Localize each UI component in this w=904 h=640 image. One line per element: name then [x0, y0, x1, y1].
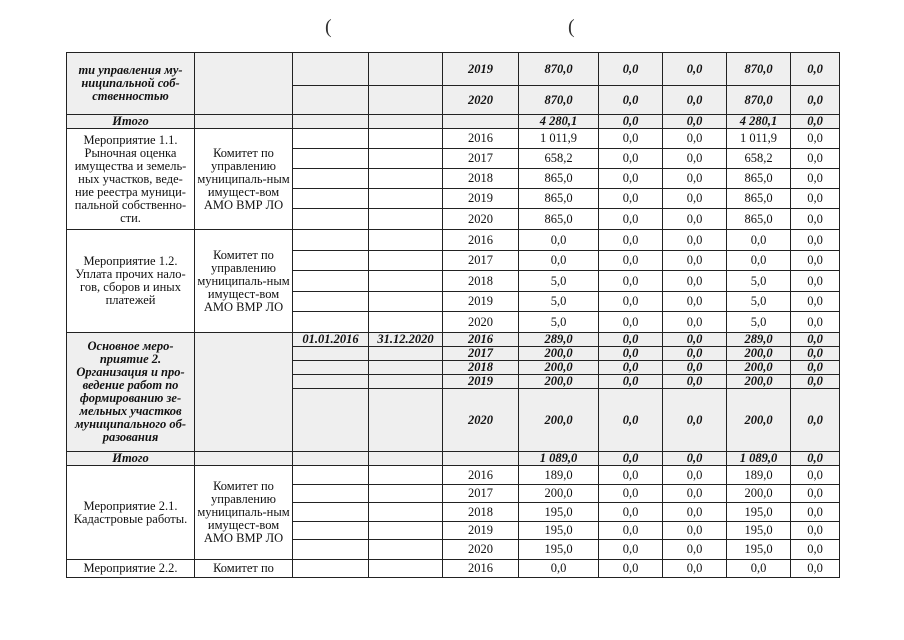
value-cell: 189,0	[519, 466, 599, 485]
start-date-cell	[293, 361, 369, 375]
event-name-cell: Основное меро-приятие 2. Организация и про-ведение работ по формированию зе-мельных участков муниципального об-разования	[67, 333, 195, 452]
executor-cell	[195, 53, 293, 115]
total-value-cell: 0,0	[663, 115, 727, 129]
value-cell: 0,0	[599, 503, 663, 522]
value-cell: 0,0	[663, 251, 727, 271]
executor-cell: Комитет по управлению муниципаль-ным имущест-вом АМО ВМР ЛО	[195, 129, 293, 230]
value-cell: 195,0	[727, 522, 791, 540]
value-cell: 0,0	[791, 389, 840, 452]
start-date-cell	[293, 129, 369, 149]
year-cell: 2019	[443, 53, 519, 86]
value-cell: 0,0	[663, 312, 727, 333]
value-cell: 0,0	[599, 540, 663, 560]
value-cell: 0,0	[663, 560, 727, 578]
total-value-cell: 4 280,1	[519, 115, 599, 129]
start-date-cell: 01.01.2016	[293, 333, 369, 347]
end-date-cell	[369, 389, 443, 452]
total-value-cell: 0,0	[599, 452, 663, 466]
value-cell: 1 011,9	[727, 129, 791, 149]
program-budget-table	[66, 52, 840, 578]
value-cell: 870,0	[519, 53, 599, 86]
year-cell: 2017	[443, 485, 519, 503]
end-date-cell: 31.12.2020	[369, 333, 443, 347]
value-cell: 1 011,9	[519, 129, 599, 149]
end-date-cell	[369, 271, 443, 292]
end-date-cell	[369, 375, 443, 389]
value-cell: 0,0	[791, 230, 840, 251]
value-cell: 0,0	[663, 129, 727, 149]
value-cell: 0,0	[791, 271, 840, 292]
start-date-cell	[293, 485, 369, 503]
value-cell: 0,0	[663, 540, 727, 560]
start-date-cell	[293, 503, 369, 522]
year-cell: 2020	[443, 209, 519, 230]
value-cell: 5,0	[727, 312, 791, 333]
start-date-cell	[293, 522, 369, 540]
empty-cell	[369, 452, 443, 466]
value-cell: 5,0	[727, 292, 791, 312]
start-date-cell	[293, 389, 369, 452]
value-cell: 5,0	[727, 271, 791, 292]
value-cell: 200,0	[519, 485, 599, 503]
value-cell: 0,0	[599, 129, 663, 149]
start-date-cell	[293, 560, 369, 578]
start-date-cell	[293, 209, 369, 230]
start-date-cell	[293, 86, 369, 115]
value-cell: 0,0	[599, 251, 663, 271]
value-cell: 0,0	[663, 333, 727, 347]
empty-cell	[293, 452, 369, 466]
value-cell: 865,0	[519, 189, 599, 209]
end-date-cell	[369, 466, 443, 485]
total-value-cell: 0,0	[791, 115, 840, 129]
value-cell: 0,0	[599, 389, 663, 452]
value-cell: 0,0	[791, 485, 840, 503]
value-cell: 658,2	[727, 149, 791, 169]
start-date-cell	[293, 251, 369, 271]
value-cell: 0,0	[599, 169, 663, 189]
value-cell: 0,0	[791, 209, 840, 230]
value-cell: 865,0	[727, 169, 791, 189]
end-date-cell	[369, 347, 443, 361]
value-cell: 0,0	[663, 53, 727, 86]
start-date-cell	[293, 189, 369, 209]
end-date-cell	[369, 560, 443, 578]
total-row	[67, 115, 840, 129]
end-date-cell	[369, 189, 443, 209]
value-cell: 0,0	[663, 230, 727, 251]
value-cell: 0,0	[599, 375, 663, 389]
value-cell: 865,0	[727, 189, 791, 209]
start-date-cell	[293, 466, 369, 485]
value-cell: 195,0	[519, 540, 599, 560]
year-cell: 2016	[443, 333, 519, 347]
total-value-cell: 0,0	[791, 452, 840, 466]
value-cell: 0,0	[599, 209, 663, 230]
value-cell: 0,0	[791, 312, 840, 333]
executor-cell: Комитет по	[195, 560, 293, 578]
year-cell: 2017	[443, 251, 519, 271]
value-cell: 5,0	[519, 312, 599, 333]
year-cell: 2018	[443, 169, 519, 189]
value-cell: 865,0	[519, 209, 599, 230]
value-cell: 0,0	[663, 169, 727, 189]
value-cell: 0,0	[599, 271, 663, 292]
end-date-cell	[369, 251, 443, 271]
value-cell: 0,0	[791, 466, 840, 485]
value-cell: 0,0	[791, 149, 840, 169]
year-cell: 2020	[443, 389, 519, 452]
value-cell: 0,0	[791, 86, 840, 115]
value-cell: 0,0	[599, 466, 663, 485]
value-cell: 195,0	[519, 503, 599, 522]
total-value-cell: 0,0	[599, 115, 663, 129]
year-cell: 2019	[443, 522, 519, 540]
value-cell: 0,0	[663, 375, 727, 389]
end-date-cell	[369, 53, 443, 86]
value-cell: 0,0	[519, 560, 599, 578]
start-date-cell	[293, 149, 369, 169]
value-cell: 0,0	[519, 251, 599, 271]
value-cell: 200,0	[519, 375, 599, 389]
top-mark-left: (	[325, 16, 332, 38]
event-name-cell: Мероприятие 1.2. Уплата прочих нало-гов, сборов и иных платежей	[67, 230, 195, 333]
event-name-cell: Мероприятие 1.1. Рыночная оценка имущества и земель-ных участков, веде-ние реестра муници-пальной собственно-сти.	[67, 129, 195, 230]
event-name-cell: Мероприятие 2.2.	[67, 560, 195, 578]
executor-cell: Комитет по управлению муниципаль-ным имущест-вом АМО ВМР ЛО	[195, 230, 293, 333]
value-cell: 0,0	[663, 292, 727, 312]
start-date-cell	[293, 230, 369, 251]
value-cell: 0,0	[663, 347, 727, 361]
value-cell: 0,0	[727, 251, 791, 271]
value-cell: 0,0	[791, 53, 840, 86]
executor-cell	[195, 333, 293, 452]
empty-cell	[443, 115, 519, 129]
value-cell: 0,0	[791, 189, 840, 209]
value-cell: 0,0	[599, 485, 663, 503]
table-row	[67, 466, 840, 485]
value-cell: 0,0	[791, 503, 840, 522]
start-date-cell	[293, 271, 369, 292]
value-cell: 0,0	[727, 560, 791, 578]
year-cell: 2020	[443, 540, 519, 560]
total-value-cell: 1 089,0	[727, 452, 791, 466]
value-cell: 0,0	[791, 129, 840, 149]
year-cell: 2020	[443, 86, 519, 115]
year-cell: 2018	[443, 361, 519, 375]
start-date-cell	[293, 53, 369, 86]
end-date-cell	[369, 149, 443, 169]
end-date-cell	[369, 129, 443, 149]
start-date-cell	[293, 169, 369, 189]
end-date-cell	[369, 485, 443, 503]
value-cell: 289,0	[727, 333, 791, 347]
value-cell: 189,0	[727, 466, 791, 485]
value-cell: 0,0	[791, 522, 840, 540]
value-cell: 0,0	[663, 209, 727, 230]
value-cell: 0,0	[791, 347, 840, 361]
value-cell: 0,0	[727, 230, 791, 251]
empty-cell	[195, 452, 293, 466]
value-cell: 658,2	[519, 149, 599, 169]
total-row	[67, 452, 840, 466]
start-date-cell	[293, 540, 369, 560]
value-cell: 195,0	[727, 503, 791, 522]
value-cell: 870,0	[519, 86, 599, 115]
year-cell: 2016	[443, 466, 519, 485]
start-date-cell	[293, 292, 369, 312]
end-date-cell	[369, 312, 443, 333]
value-cell: 0,0	[791, 292, 840, 312]
total-value-cell: 1 089,0	[519, 452, 599, 466]
value-cell: 0,0	[663, 189, 727, 209]
year-cell: 2017	[443, 347, 519, 361]
empty-cell	[293, 115, 369, 129]
end-date-cell	[369, 503, 443, 522]
year-cell: 2019	[443, 189, 519, 209]
total-label-cell: Итого	[67, 115, 195, 129]
value-cell: 0,0	[663, 149, 727, 169]
year-cell: 2018	[443, 503, 519, 522]
value-cell: 5,0	[519, 271, 599, 292]
value-cell: 0,0	[663, 86, 727, 115]
table-row	[67, 129, 840, 149]
value-cell: 0,0	[599, 230, 663, 251]
value-cell: 0,0	[599, 333, 663, 347]
value-cell: 200,0	[519, 347, 599, 361]
value-cell: 0,0	[599, 312, 663, 333]
empty-cell	[369, 115, 443, 129]
end-date-cell	[369, 292, 443, 312]
value-cell: 200,0	[727, 375, 791, 389]
value-cell: 0,0	[791, 560, 840, 578]
end-date-cell	[369, 209, 443, 230]
end-date-cell	[369, 169, 443, 189]
total-label-cell: Итого	[67, 452, 195, 466]
value-cell: 0,0	[599, 347, 663, 361]
empty-cell	[195, 115, 293, 129]
year-cell: 2016	[443, 230, 519, 251]
value-cell: 0,0	[791, 169, 840, 189]
value-cell: 5,0	[519, 292, 599, 312]
year-cell: 2020	[443, 312, 519, 333]
value-cell: 0,0	[791, 375, 840, 389]
value-cell: 200,0	[519, 389, 599, 452]
top-mark-right: (	[568, 16, 575, 38]
table-row	[67, 53, 840, 86]
start-date-cell	[293, 312, 369, 333]
value-cell: 200,0	[727, 347, 791, 361]
value-cell: 870,0	[727, 53, 791, 86]
year-cell: 2016	[443, 560, 519, 578]
value-cell: 0,0	[663, 466, 727, 485]
total-value-cell: 0,0	[663, 452, 727, 466]
year-cell: 2019	[443, 375, 519, 389]
value-cell: 0,0	[663, 485, 727, 503]
event-name-cell: Мероприятие 2.1. Кадастровые работы.	[67, 466, 195, 560]
value-cell: 0,0	[791, 540, 840, 560]
value-cell: 870,0	[727, 86, 791, 115]
value-cell: 200,0	[519, 361, 599, 375]
value-cell: 195,0	[727, 540, 791, 560]
table-row	[67, 333, 840, 347]
end-date-cell	[369, 230, 443, 251]
executor-cell: Комитет по управлению муниципаль-ным имущест-вом АМО ВМР ЛО	[195, 466, 293, 560]
end-date-cell	[369, 540, 443, 560]
value-cell: 289,0	[519, 333, 599, 347]
year-cell: 2016	[443, 129, 519, 149]
value-cell: 0,0	[663, 503, 727, 522]
value-cell: 0,0	[599, 53, 663, 86]
year-cell: 2018	[443, 271, 519, 292]
start-date-cell	[293, 347, 369, 361]
value-cell: 0,0	[791, 361, 840, 375]
value-cell: 0,0	[599, 522, 663, 540]
empty-cell	[443, 452, 519, 466]
end-date-cell	[369, 86, 443, 115]
value-cell: 865,0	[727, 209, 791, 230]
value-cell: 195,0	[519, 522, 599, 540]
value-cell: 0,0	[599, 149, 663, 169]
value-cell: 0,0	[599, 189, 663, 209]
table-row	[67, 560, 840, 578]
value-cell: 0,0	[599, 86, 663, 115]
value-cell: 0,0	[599, 560, 663, 578]
value-cell: 200,0	[727, 485, 791, 503]
end-date-cell	[369, 361, 443, 375]
value-cell: 0,0	[519, 230, 599, 251]
year-cell: 2017	[443, 149, 519, 169]
end-date-cell	[369, 522, 443, 540]
value-cell: 0,0	[663, 522, 727, 540]
value-cell: 0,0	[599, 292, 663, 312]
value-cell: 0,0	[663, 271, 727, 292]
table-row	[67, 230, 840, 251]
value-cell: 0,0	[791, 251, 840, 271]
event-name-cell: ти управления му-ниципальной соб-ственностью	[67, 53, 195, 115]
value-cell: 0,0	[663, 361, 727, 375]
value-cell: 0,0	[791, 333, 840, 347]
year-cell: 2019	[443, 292, 519, 312]
value-cell: 865,0	[519, 169, 599, 189]
value-cell: 0,0	[599, 361, 663, 375]
value-cell: 200,0	[727, 361, 791, 375]
value-cell: 0,0	[663, 389, 727, 452]
start-date-cell	[293, 375, 369, 389]
total-value-cell: 4 280,1	[727, 115, 791, 129]
value-cell: 200,0	[727, 389, 791, 452]
